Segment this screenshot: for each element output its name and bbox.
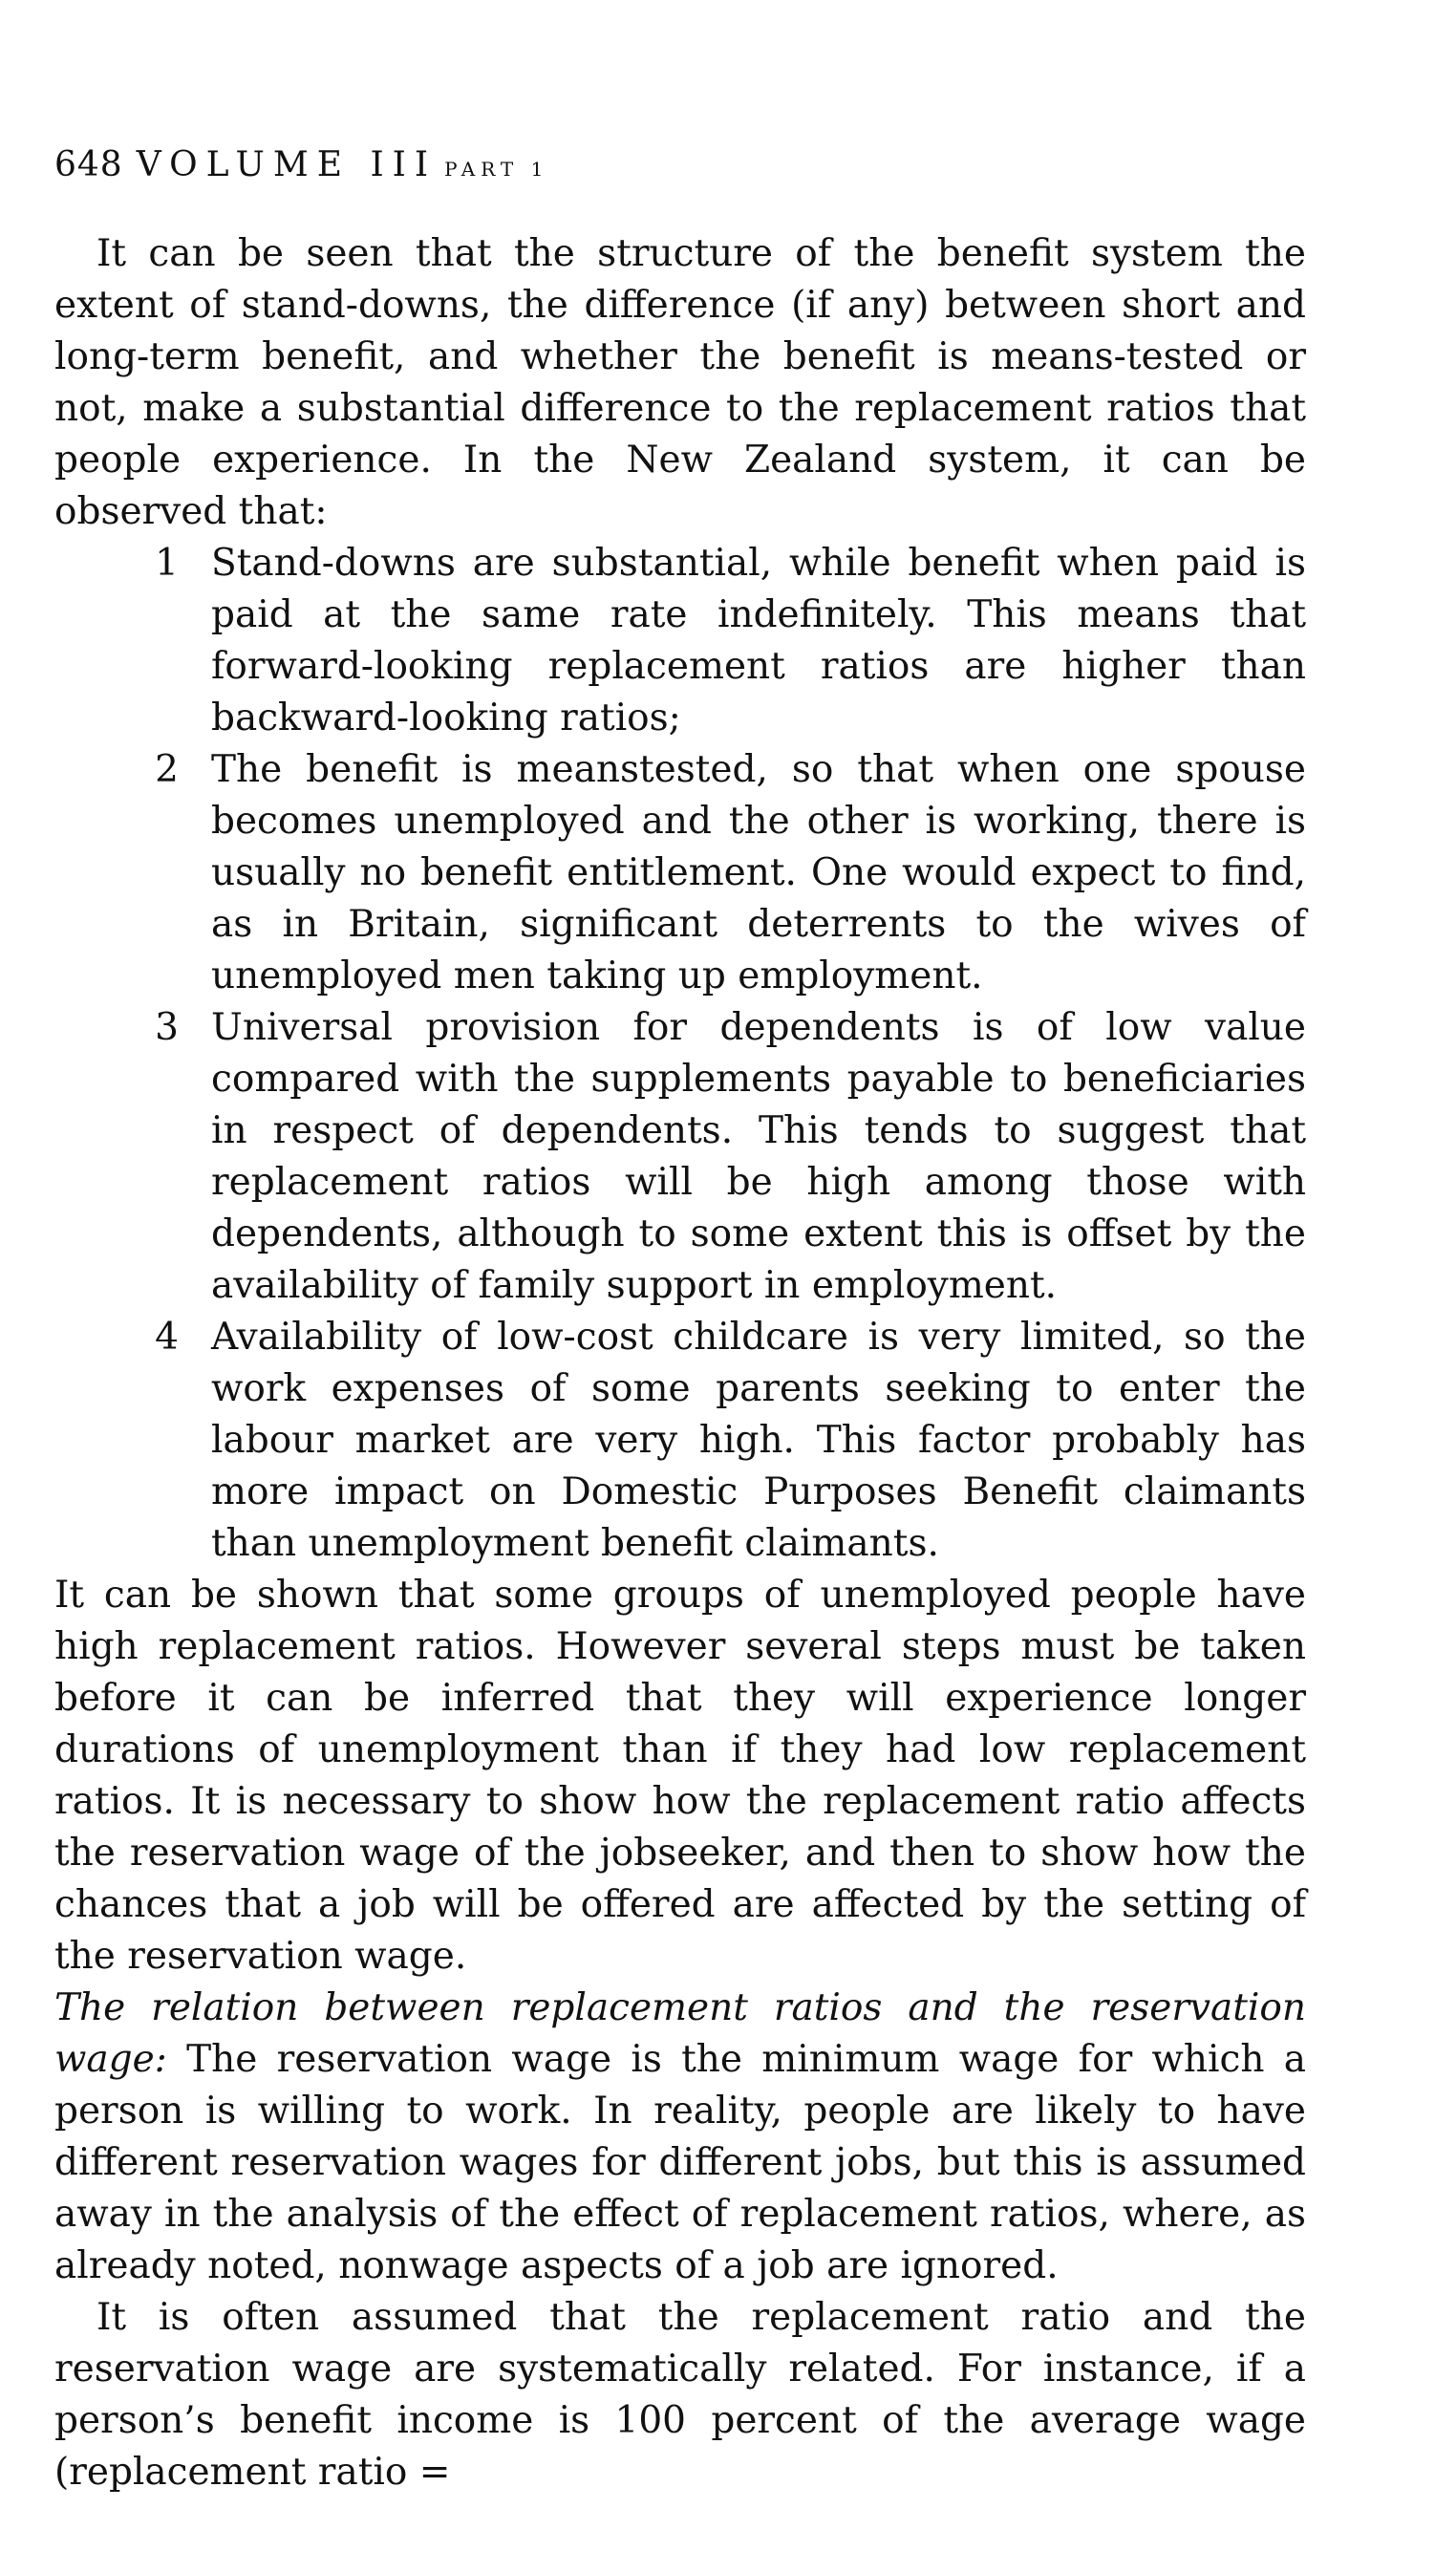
list-item-text: Availability of low-cost childcare is very limited, so the work expenses of some parents seeking to enter the labour market are very high. This factor probably has more impact on Domestic Purposes Benefit claimants than unemployment benefit claimants. xyxy=(211,1316,1306,1565)
final-paragraph: It is often assumed that the replacement ratio and the reservation wage are systematically related. For instance, if a person’s benefit income is 100 percent of the average wage (replacement ratio = xyxy=(54,2296,1306,2494)
running-head xyxy=(54,139,1306,196)
list-item-number: 1 xyxy=(155,542,179,585)
part-label: PART 1 xyxy=(444,158,549,181)
numbered-list xyxy=(54,538,1306,1570)
list-item xyxy=(54,744,1306,1002)
list-item-text: Universal provision for dependents is of low value compared with the supplements payable to beneficiaries in respect of dependents. This tends to suggest that replacement ratios will be high among those with dependents, although to some extent this is offset by the availability of family support in employment. xyxy=(211,1006,1306,1307)
page-number: 648 xyxy=(54,145,123,184)
body-paragraph: It can be shown that some groups of unemployed people have high replacement ratios. However several steps must be taken before it can be inferred that they will experience longer durations of unemployment than if they had low replacement ratios. It is necessary to show how the replacement ratio affects the reservation wage of the jobseeker, and then to show how the chances that a job will be offered are affected by the setting of the reservation wage. xyxy=(54,1574,1306,1978)
section-paragraph xyxy=(54,1983,1306,2292)
section-heading: The relation between replacement ratios and the reservation wage: xyxy=(54,1986,1306,2081)
list-item-text: The benefit is meanstested, so that when one spouse becomes unemployed and the other is working, there is usually no benefit entitlement. One would expect to find, as in Britain, significant deterrents to the wives of unemployed men taking up employment. xyxy=(211,748,1306,997)
section-text: The reservation wage is the minimum wage for which a person is willing to work. In reality, people are likely to have different reservation wages for different jobs, but this is assumed away in the analysis of the effect of replacement ratios, where, as already noted, nonwage aspects of a job are ignored. xyxy=(54,2038,1306,2287)
list-item xyxy=(54,1312,1306,1570)
list-item-text: Stand-downs are substantial, while benefit when paid is paid at the same rate indefinitely. This means that forward-looking replacement ratios are higher than backward-looking ratios; xyxy=(211,542,1306,740)
list-item-number: 4 xyxy=(155,1316,179,1359)
volume-label: VOLUME III xyxy=(136,145,438,184)
document-page xyxy=(54,139,1306,2498)
intro-paragraph: It can be seen that the structure of the benefit system the extent of stand-downs, the difference (if any) between short and long-term benefit, and whether the benefit is means-tested or not, make a substantial difference to the replacement ratios that people experience. In the New Zealand system, it can be observed that: xyxy=(54,232,1306,533)
list-item-number: 2 xyxy=(155,748,179,791)
list-item xyxy=(54,538,1306,744)
list-item-number: 3 xyxy=(155,1006,179,1049)
list-item xyxy=(54,1002,1306,1312)
